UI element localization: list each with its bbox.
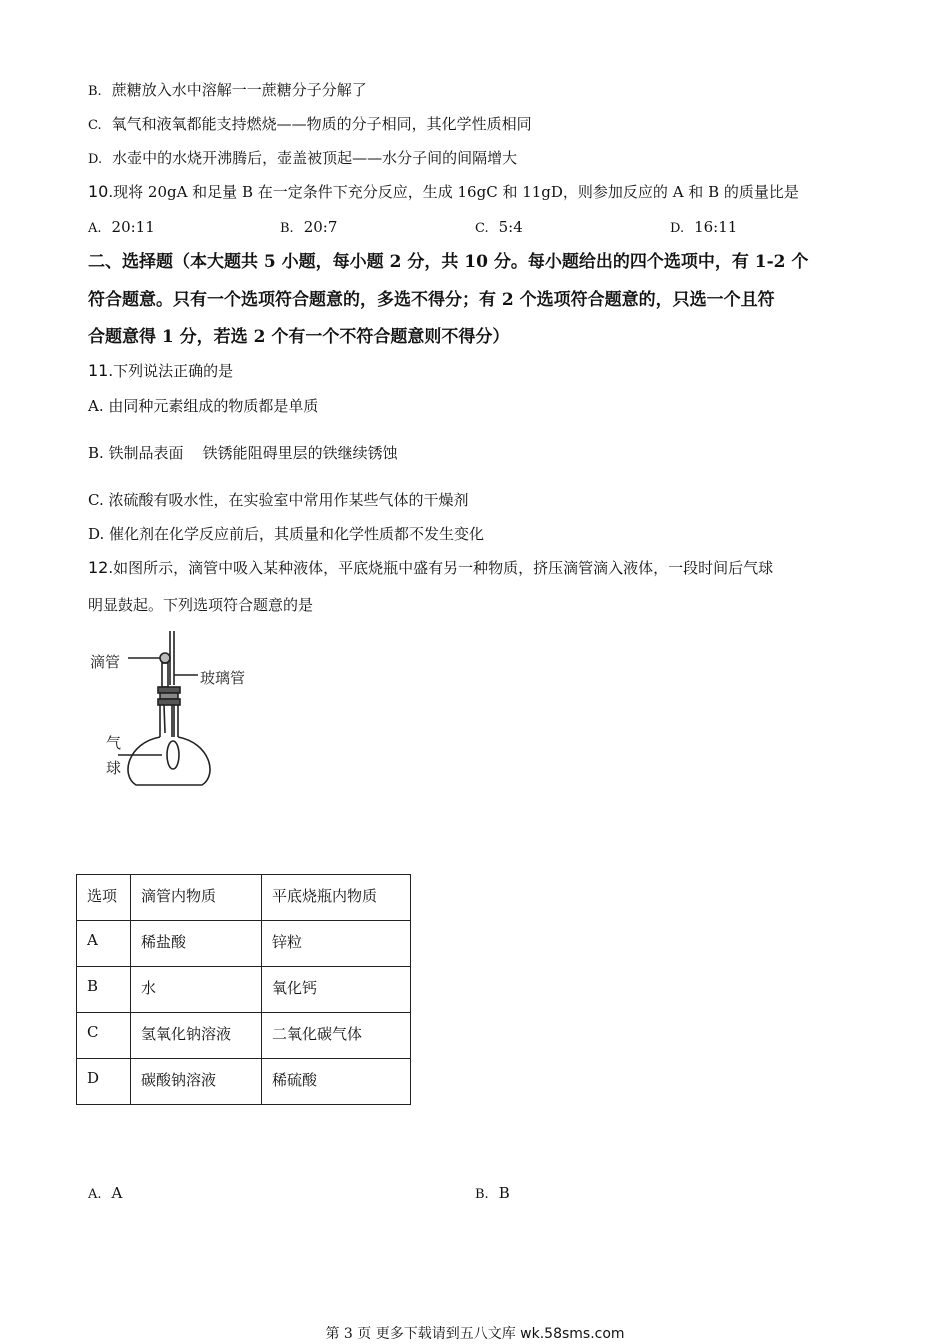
flask-icon [118, 631, 210, 785]
table-cell: 锌粒 [262, 921, 411, 967]
question-number: 12 [88, 558, 109, 577]
option-text: 5:4 [498, 218, 523, 236]
table-cell: 碳酸钠溶液 [131, 1059, 262, 1105]
table-cell: A [77, 921, 131, 967]
table-cell: 氧化钙 [262, 967, 411, 1013]
table-row [77, 1013, 411, 1059]
option-text: 20:7 [303, 218, 338, 236]
option-text: 氧气和液氧都能支持燃烧——物质的分子相同，其化学性质相同 [111, 115, 532, 133]
option-letter: A. [88, 221, 102, 236]
option-letter: B. [280, 221, 294, 236]
table-cell: 二氧化碳气体 [262, 1013, 411, 1059]
option-letter: C. [475, 221, 489, 236]
q11-stem [88, 361, 233, 381]
q12-stem-line-2: 明显鼓起。下列选项符合题意的是 [88, 596, 314, 614]
q10-option-a [88, 217, 155, 239]
q9-option-b [88, 80, 367, 102]
q9-option-d [88, 148, 517, 170]
glass-tube-label: 玻璃管 [200, 669, 246, 687]
section-heading-line-2: 符合题意。只有一个选项符合题意的，多选不得分；有 2 个选项符合题意的，只选一个且符 [88, 290, 775, 310]
balloon-label-2: 球 [106, 759, 122, 777]
table-cell: 稀硫酸 [262, 1059, 411, 1105]
q10-option-d [670, 217, 737, 239]
footer-text: 第 3 页 更多下载请到五八文库 [325, 1326, 521, 1342]
option-text: 20:11 [111, 218, 155, 236]
table-cell: D [77, 1059, 131, 1105]
option-letter: A. [88, 1187, 102, 1202]
table-header-cell: 滴管内物质 [131, 875, 262, 921]
table-row [77, 967, 411, 1013]
section-heading-line-3: 合题意得 1 分，若选 2 个有一个不符合题意则不得分） [88, 327, 510, 347]
option-letter: D. [88, 152, 103, 167]
table-row [77, 1059, 411, 1105]
table-cell: 氢氧化钠溶液 [131, 1013, 262, 1059]
question-text: .现将 20gA 和足量 B 在一定条件下充分反应，生成 16gC 和 11gD，则参加反应的 A 和 B 的质量比是 [108, 183, 799, 201]
question-text: .下列说法正确的是 [108, 362, 234, 380]
dropper-label: 滴管 [90, 653, 121, 671]
question-text: .如图所示，滴管中吸入某种液体，平底烧瓶中盛有另一种物质，挤压滴管滴入液体，一段时间后气球 [108, 559, 774, 577]
option-text: 蔗糖放入水中溶解一一蔗糖分子分解了 [111, 81, 367, 99]
option-text: A [111, 1184, 123, 1202]
option-text: 水壶中的水烧开沸腾后，壶盖被顶起——水分子间的间隔增大 [112, 149, 518, 167]
q9-option-c [88, 114, 532, 136]
option-letter: B. [88, 84, 102, 99]
option-text: 16:11 [694, 218, 738, 236]
q12-option-a [88, 1183, 122, 1205]
q10-stem [88, 182, 799, 202]
table-header-row [77, 875, 411, 921]
option-letter: B. [475, 1187, 489, 1202]
page-footer [0, 1323, 950, 1343]
q11-option-d: D. 催化剂在化学反应前后，其质量和化学性质都不发生变化 [88, 525, 485, 543]
footer-site-link[interactable]: wk.58sms.com [520, 1326, 625, 1342]
apparatus-diagram [88, 625, 268, 795]
option-letter: C. [88, 118, 102, 133]
question-number: 11 [88, 361, 109, 380]
q10-option-b [280, 217, 337, 239]
q12-stem-line-1 [88, 558, 773, 578]
q11-option-a: A. 由同种元素组成的物质都是单质 [88, 397, 319, 415]
q11-option-b: B. 铁制品表面 铁锈能阻碍里层的铁继续锈蚀 [88, 444, 398, 462]
q12-option-b [475, 1183, 510, 1205]
table-cell: C [77, 1013, 131, 1059]
q10-option-c [475, 217, 523, 239]
q11-option-c: C. 浓硫酸有吸水性，在实验室中常用作某些气体的干燥剂 [88, 491, 469, 509]
table-cell: 稀盐酸 [131, 921, 262, 967]
table-header-cell: 选项 [77, 875, 131, 921]
section-heading-line-1: 二、选择题（本大题共 5 小题，每小题 2 分，共 10 分。每小题给出的四个选项中，有 1-2 个 [88, 252, 809, 272]
question-number: 10 [88, 182, 109, 201]
option-letter: D. [670, 221, 685, 236]
options-table [76, 874, 411, 1105]
table-cell: B [77, 967, 131, 1013]
balloon-label-1: 气 [106, 734, 122, 752]
table-row [77, 921, 411, 967]
option-text: B [498, 1184, 510, 1202]
table-cell: 水 [131, 967, 262, 1013]
table-header-cell: 平底烧瓶内物质 [262, 875, 411, 921]
